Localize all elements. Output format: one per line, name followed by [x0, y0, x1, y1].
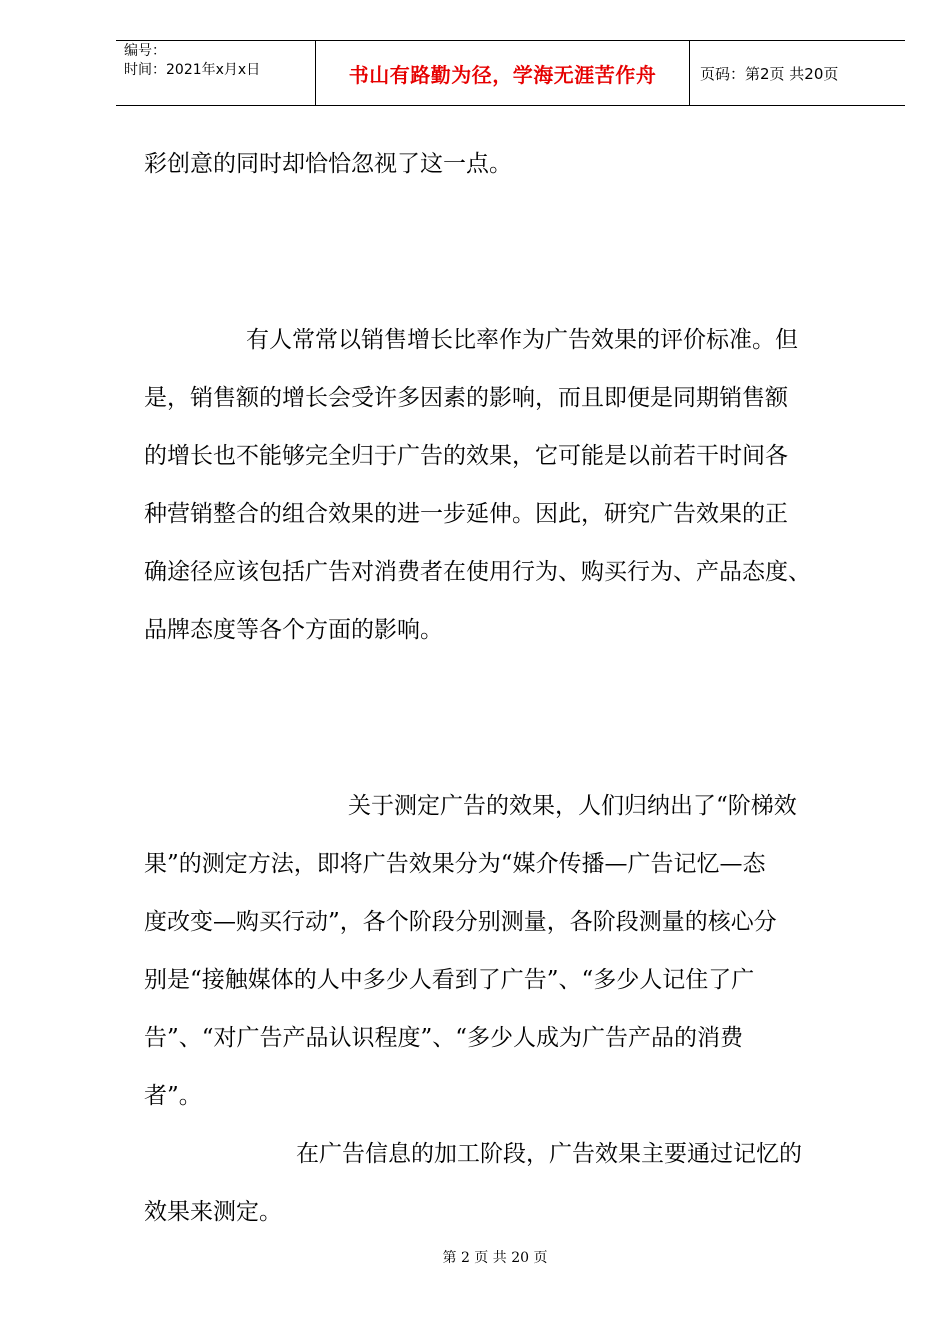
paragraph-4-line-2: 效果来测定。 [144, 1199, 282, 1225]
paragraph-3-line-3: 度改变—购买行动”，各个阶段分别测量，各阶段测量的核心分 [144, 909, 777, 935]
paragraph-3-line-2: 果”的测定方法，即将广告效果分为“媒介传播—广告记忆—态 [144, 851, 766, 877]
header-meta [116, 41, 315, 105]
document-body [144, 140, 884, 1246]
header-motto: 书山有路勤为径，学海无涯苦作舟 [315, 41, 690, 105]
paragraph-1-line-1: 彩创意的同时却恰恰忽视了这一点。 [144, 151, 512, 177]
paragraph-3-line-5: 告”、“对广告产品认识程度”、“多少人成为广告产品的消费 [144, 1025, 744, 1051]
paragraph-3-line-1: 关于测定广告的效果，人们归纳出了“阶梯效 [348, 793, 797, 819]
paragraph-3-line-6: 者”。 [144, 1083, 202, 1109]
paragraph-2-line-5: 确途径应该包括广告对消费者在使用行为、购买行为、产品态度、 [144, 559, 811, 585]
paragraph-3-line-4: 别是“接触媒体的人中多少人看到了广告”、“多少人记住了广 [144, 967, 755, 993]
page-footer: 第 2 页 共 20 页 [442, 1250, 548, 1266]
paragraph-2-line-2: 是，销售额的增长会受许多因素的影响，而且即便是同期销售额 [144, 385, 788, 411]
header-page-label: 页码：第2页 共20页 [700, 64, 839, 83]
time-label: 时间：2021年x月x日 [124, 62, 261, 78]
paragraph-2-line-3: 的增长也不能够完全归于广告的效果，它可能是以前若干时间各 [144, 443, 788, 469]
paragraph-2-line-6: 品牌态度等各个方面的影响。 [144, 617, 443, 643]
number-label: 编号： [124, 43, 166, 59]
page-header [116, 40, 905, 106]
paragraph-2-line-4: 种营销整合的组合效果的进一步延伸。因此，研究广告效果的正 [144, 501, 788, 527]
paragraph-2-line-1: 有人常常以销售增长比率作为广告效果的评价标准。但 [246, 327, 798, 353]
paragraph-4-line-1: 在广告信息的加工阶段，广告效果主要通过记忆的 [296, 1141, 802, 1167]
